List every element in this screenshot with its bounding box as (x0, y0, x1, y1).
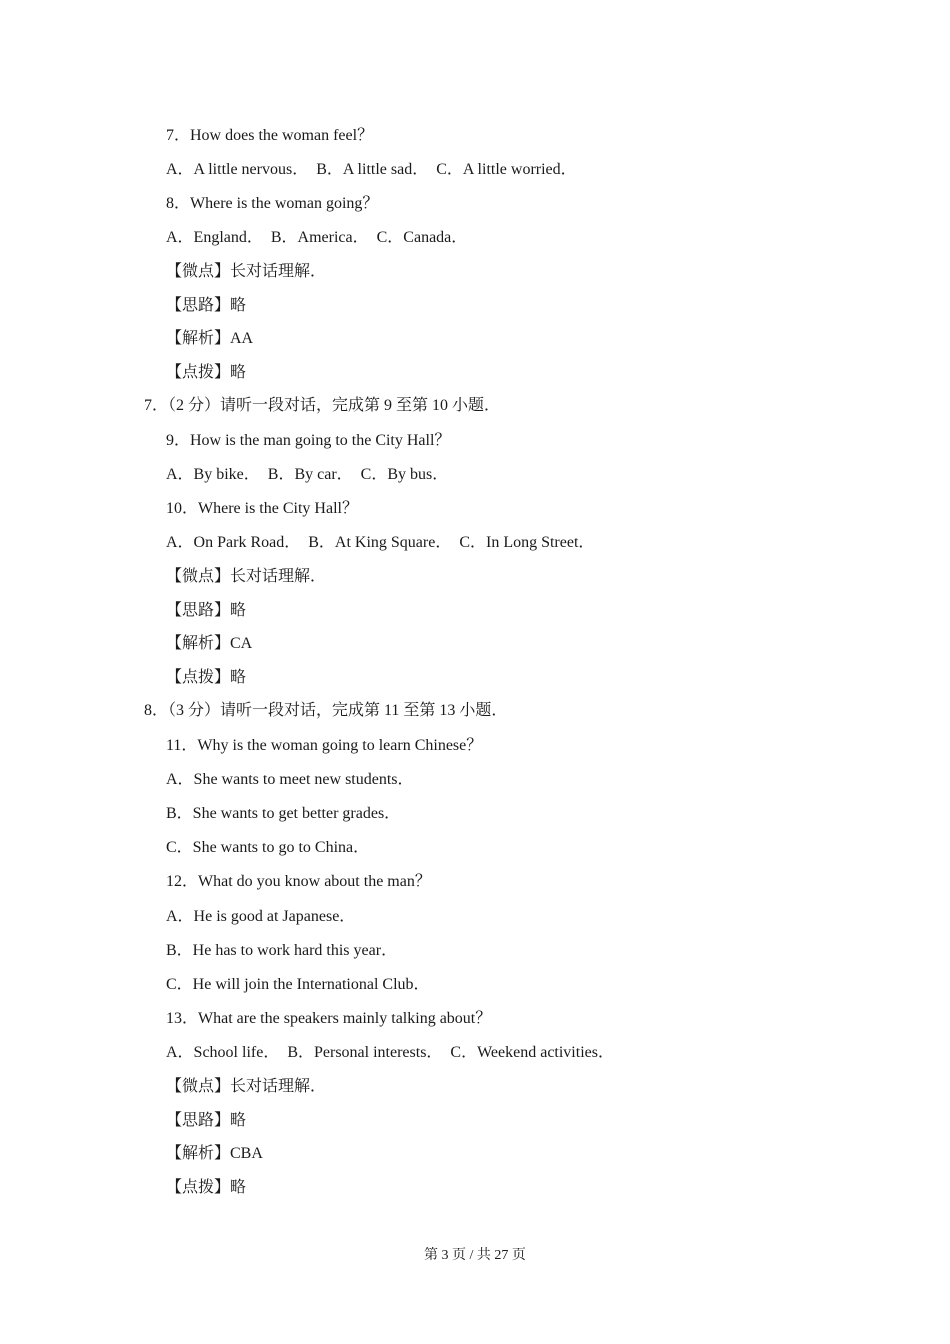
question-12-option-c: C．He will join the International Club． (166, 976, 430, 993)
silu-note: 【思路】略 (166, 297, 247, 314)
question-12-stem: 12．What do you know about the man？ (166, 873, 431, 890)
section-8-heading: 8．（3 分）请听一段对话，完成第 11 至第 13 小题． (144, 702, 508, 719)
weidian-note: 【微点】长对话理解． (166, 263, 327, 280)
question-11-option-a: A．She wants to meet new students． (166, 771, 414, 788)
question-13-options: A．School life． B．Personal interests． C．Weekend activities． (166, 1044, 614, 1061)
question-12-option-b: B．He has to work hard this year． (166, 942, 398, 959)
section-7-heading: 7．（2 分）请听一段对话，完成第 9 至第 10 小题． (144, 397, 501, 414)
question-7-options: A．A little nervous． B．A little sad． C．A little worried． (166, 161, 577, 178)
question-10-options: A．On Park Road． B．At King Square． C．In Long Street． (166, 534, 595, 551)
question-9-options: A．By bike． B．By car． C．By bus． (166, 466, 449, 483)
weidian-note: 【微点】长对话理解． (166, 1078, 327, 1095)
question-8-stem: 8．Where is the woman going？ (166, 195, 379, 212)
jiexi-note: 【解析】CBA (166, 1145, 263, 1162)
dianbo-note: 【点拨】略 (166, 364, 247, 381)
page-footer: 第 3 页 / 共 27 页 (424, 1248, 526, 1263)
question-12-option-a: A．He is good at Japanese． (166, 908, 356, 925)
dianbo-note: 【点拨】略 (166, 1179, 247, 1196)
silu-note: 【思路】略 (166, 602, 247, 619)
question-8-options: A．England． B．America． C．Canada． (166, 229, 468, 246)
question-9-stem: 9．How is the man going to the City Hall？ (166, 432, 451, 449)
question-7-stem: 7．How does the woman feel？ (166, 127, 374, 144)
silu-note: 【思路】略 (166, 1112, 247, 1129)
jiexi-note: 【解析】AA (166, 330, 254, 347)
question-11-option-b: B．She wants to get better grades． (166, 805, 401, 822)
question-13-stem: 13．What are the speakers mainly talking about？ (166, 1010, 492, 1027)
question-11-stem: 11．Why is the woman going to learn Chinese？ (166, 737, 483, 754)
dianbo-note: 【点拨】略 (166, 669, 247, 686)
question-10-stem: 10．Where is the City Hall？ (166, 500, 358, 517)
question-11-option-c: C．She wants to go to China． (166, 839, 370, 856)
weidian-note: 【微点】长对话理解． (166, 568, 327, 585)
jiexi-note: 【解析】CA (166, 635, 253, 652)
